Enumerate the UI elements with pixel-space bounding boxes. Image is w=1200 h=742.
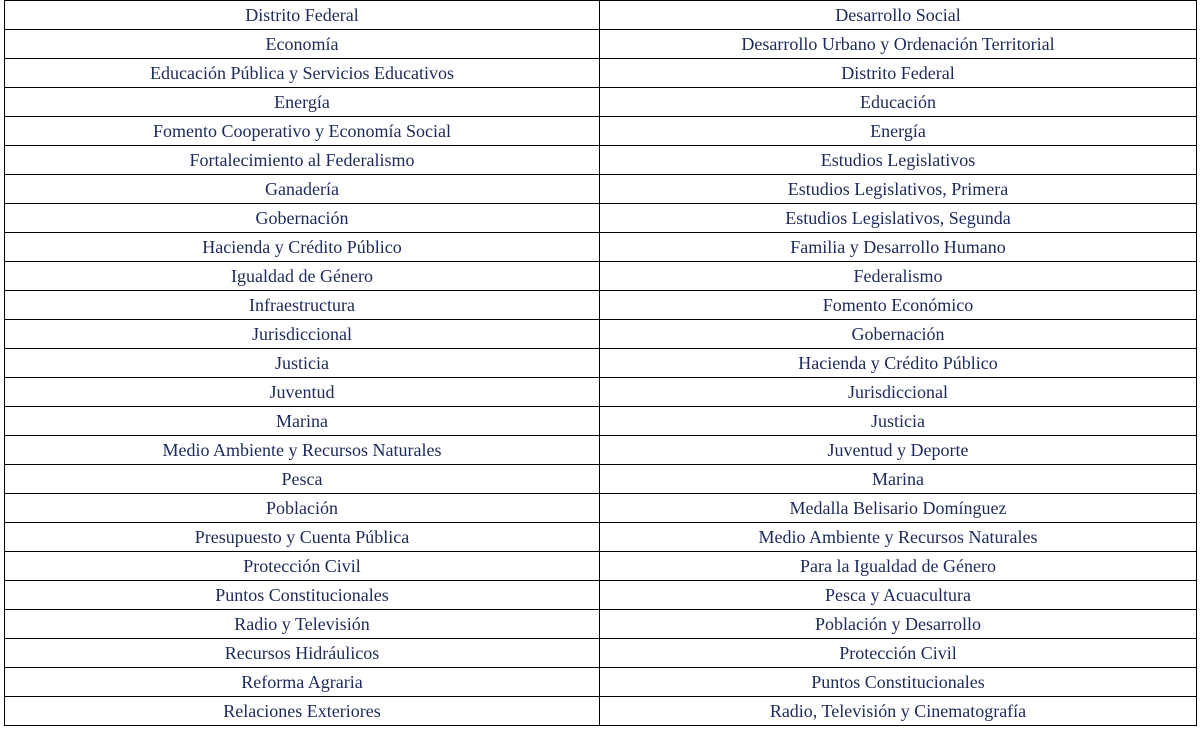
committee-cell-right: Distrito Federal — [600, 59, 1197, 88]
committee-cell-left: Reforma Agraria — [5, 668, 600, 697]
committee-cell-left: Educación Pública y Servicios Educativos — [5, 59, 600, 88]
table-row — [5, 523, 1197, 552]
committee-cell-left: Recursos Hidráulicos — [5, 639, 600, 668]
committee-cell-right: Estudios Legislativos — [600, 146, 1197, 175]
committee-cell-left: Ganadería — [5, 175, 600, 204]
committee-cell-right: Población y Desarrollo — [600, 610, 1197, 639]
committee-cell-left: Presupuesto y Cuenta Pública — [5, 523, 600, 552]
committee-cell-left: Infraestructura — [5, 291, 600, 320]
committee-cell-left: Fomento Cooperativo y Economía Social — [5, 117, 600, 146]
committee-cell-right: Marina — [600, 465, 1197, 494]
table-row — [5, 436, 1197, 465]
committee-cell-right: Desarrollo Urbano y Ordenación Territorial — [600, 30, 1197, 59]
committee-cell-left: Relaciones Exteriores — [5, 697, 600, 726]
committee-cell-right: Desarrollo Social — [600, 1, 1197, 30]
committee-cell-left: Juventud — [5, 378, 600, 407]
table-row — [5, 668, 1197, 697]
committees-table-body — [5, 1, 1197, 726]
table-row — [5, 552, 1197, 581]
table-row — [5, 30, 1197, 59]
committee-cell-right: Gobernación — [600, 320, 1197, 349]
committee-cell-right: Protección Civil — [600, 639, 1197, 668]
committee-cell-right: Medalla Belisario Domínguez — [600, 494, 1197, 523]
committee-cell-left: Protección Civil — [5, 552, 600, 581]
committee-cell-left: Distrito Federal — [5, 1, 600, 30]
committee-cell-right: Justicia — [600, 407, 1197, 436]
table-row — [5, 291, 1197, 320]
table-row — [5, 146, 1197, 175]
table-row — [5, 88, 1197, 117]
committees-table — [4, 0, 1197, 726]
table-row — [5, 407, 1197, 436]
committee-cell-left: Población — [5, 494, 600, 523]
table-row — [5, 378, 1197, 407]
committee-cell-left: Gobernación — [5, 204, 600, 233]
table-row — [5, 581, 1197, 610]
committee-cell-left: Medio Ambiente y Recursos Naturales — [5, 436, 600, 465]
committee-cell-left: Igualdad de Género — [5, 262, 600, 291]
committee-cell-right: Energía — [600, 117, 1197, 146]
table-row — [5, 1, 1197, 30]
committee-cell-right: Estudios Legislativos, Primera — [600, 175, 1197, 204]
table-row — [5, 59, 1197, 88]
table-row — [5, 349, 1197, 378]
table-row — [5, 117, 1197, 146]
committee-cell-right: Estudios Legislativos, Segunda — [600, 204, 1197, 233]
committee-cell-right: Federalismo — [600, 262, 1197, 291]
committee-cell-left: Hacienda y Crédito Público — [5, 233, 600, 262]
committee-cell-right: Pesca y Acuacultura — [600, 581, 1197, 610]
table-row — [5, 494, 1197, 523]
committee-cell-left: Puntos Constitucionales — [5, 581, 600, 610]
committee-cell-right: Fomento Económico — [600, 291, 1197, 320]
table-row — [5, 639, 1197, 668]
committee-cell-right: Educación — [600, 88, 1197, 117]
committee-cell-left: Radio y Televisión — [5, 610, 600, 639]
committee-cell-right: Para la Igualdad de Género — [600, 552, 1197, 581]
table-row — [5, 233, 1197, 262]
table-row — [5, 204, 1197, 233]
committee-cell-right: Jurisdiccional — [600, 378, 1197, 407]
committee-cell-left: Pesca — [5, 465, 600, 494]
committee-cell-left: Energía — [5, 88, 600, 117]
committee-cell-right: Familia y Desarrollo Humano — [600, 233, 1197, 262]
table-row — [5, 262, 1197, 291]
committee-cell-left: Economía — [5, 30, 600, 59]
committee-cell-left: Jurisdiccional — [5, 320, 600, 349]
committee-cell-right: Puntos Constitucionales — [600, 668, 1197, 697]
committee-cell-right: Radio, Televisión y Cinematografía — [600, 697, 1197, 726]
table-row — [5, 697, 1197, 726]
committee-cell-right: Hacienda y Crédito Público — [600, 349, 1197, 378]
table-row — [5, 465, 1197, 494]
committee-cell-left: Fortalecimiento al Federalismo — [5, 146, 600, 175]
table-row — [5, 320, 1197, 349]
committee-cell-left: Justicia — [5, 349, 600, 378]
committee-cell-left: Marina — [5, 407, 600, 436]
committee-cell-right: Medio Ambiente y Recursos Naturales — [600, 523, 1197, 552]
table-row — [5, 175, 1197, 204]
committee-cell-right: Juventud y Deporte — [600, 436, 1197, 465]
table-row — [5, 610, 1197, 639]
